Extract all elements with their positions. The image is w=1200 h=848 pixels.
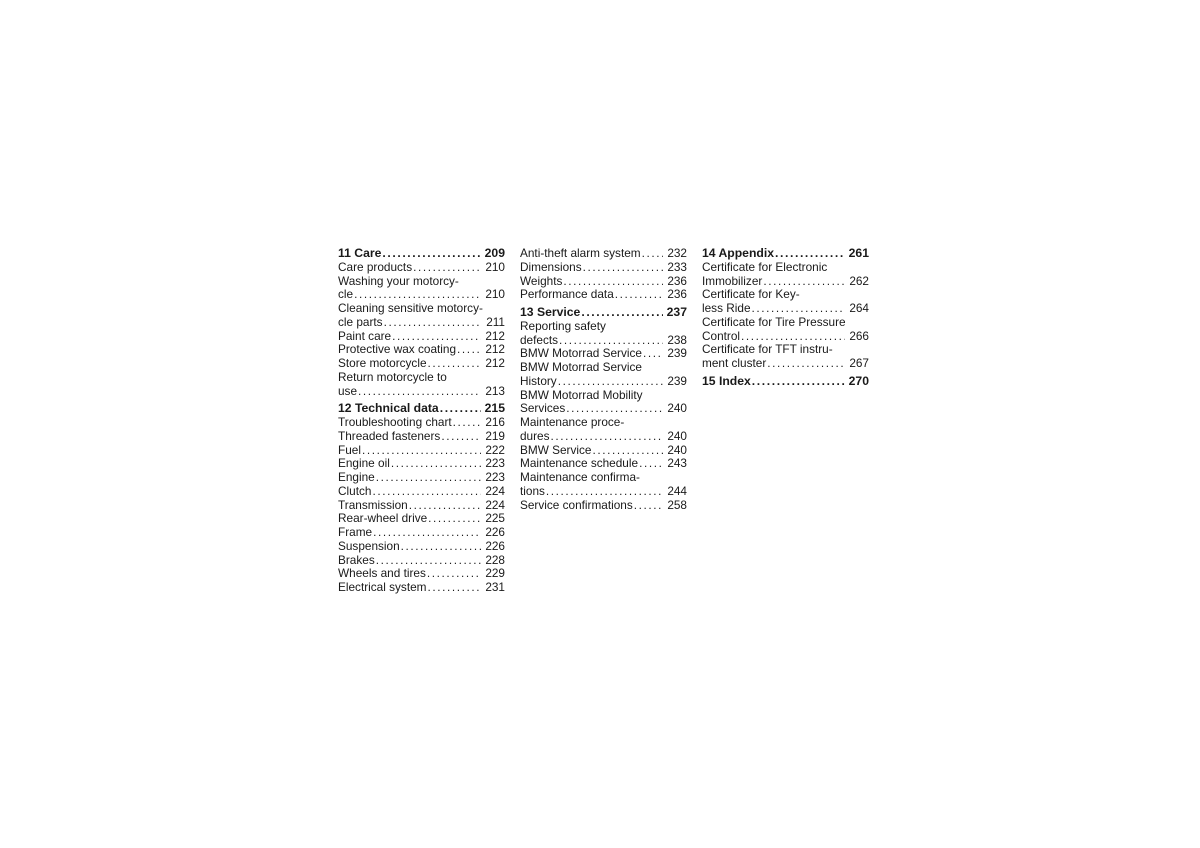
toc-entry-line [702, 247, 869, 261]
toc-entry[interactable] [338, 371, 505, 399]
toc-entry[interactable] [338, 430, 505, 444]
toc-page-number: 264 [849, 301, 869, 315]
toc-page-number: 209 [484, 246, 505, 260]
dot-leader [409, 499, 482, 513]
toc-entry-title-line: Certificate for TFT instru- [702, 342, 833, 357]
toc-entry-line [338, 512, 505, 526]
toc-entry-title: dures [520, 428, 550, 443]
toc-entry-title-line: Reporting safety [520, 318, 606, 333]
toc-entry-title: 12 Technical data [338, 401, 439, 416]
toc-entry[interactable] [338, 275, 505, 303]
dot-leader [453, 416, 482, 430]
toc-page-number: 237 [666, 305, 687, 319]
dot-leader [372, 485, 481, 499]
toc-entry[interactable] [520, 457, 687, 471]
dot-leader [741, 330, 845, 344]
toc-entry-line [520, 444, 687, 458]
toc-page-number: 266 [849, 328, 869, 343]
toc-page-number: 239 [667, 346, 687, 361]
toc-page-number: 226 [485, 538, 505, 553]
toc-chapter-entry[interactable] [702, 375, 869, 389]
toc-entry[interactable] [338, 512, 505, 526]
toc-entry[interactable] [338, 343, 505, 357]
toc-entry-title: 13 Service [520, 305, 581, 319]
toc-entry-title: Troubleshooting chart [338, 415, 452, 429]
toc-entry-title: ment cluster [702, 356, 767, 370]
toc-page-number: 212 [485, 356, 505, 370]
toc-entry-title: Store motorcycle [338, 356, 427, 370]
toc-entry-line [338, 526, 505, 540]
toc-entry[interactable] [338, 526, 505, 540]
dot-leader [763, 275, 845, 289]
dot-leader [354, 288, 481, 302]
dot-leader [376, 554, 482, 568]
toc-entry-line [338, 457, 505, 471]
toc-entry-title: Frame [338, 525, 373, 539]
toc-page-number: 210 [485, 287, 505, 302]
toc-page-number: 222 [485, 442, 505, 457]
toc-page-number: 229 [485, 566, 505, 581]
toc-entry[interactable] [520, 275, 687, 289]
toc-entry[interactable] [338, 416, 505, 430]
toc-entry-line [338, 247, 505, 261]
dot-leader [440, 402, 481, 416]
dot-leader [752, 375, 845, 389]
toc-entry-title: Anti-theft alarm system [520, 246, 641, 260]
toc-entry-line [338, 385, 505, 399]
toc-page-number: 224 [485, 497, 505, 512]
toc-entry-line [702, 302, 869, 316]
toc-page-number: 270 [848, 373, 869, 388]
toc-entry[interactable] [520, 288, 687, 302]
dot-leader [558, 375, 664, 389]
toc-entry[interactable] [520, 471, 687, 499]
toc-entry-title: Rear-wheel drive [338, 511, 428, 526]
dot-leader [592, 444, 663, 458]
toc-entry[interactable] [520, 320, 687, 348]
toc-page-number: 243 [667, 456, 687, 471]
toc-entry-title: BMW Service [520, 442, 592, 457]
toc-entry[interactable] [338, 567, 505, 581]
toc-entry-line [338, 343, 505, 357]
toc-entry-title: Dimensions [520, 259, 582, 274]
toc-entry-line [338, 430, 505, 444]
toc-entry[interactable] [702, 343, 869, 371]
dot-leader [551, 430, 664, 444]
dot-leader [376, 471, 482, 485]
toc-entry[interactable] [338, 457, 505, 471]
toc-entry-line [520, 485, 687, 499]
toc-entry-line [338, 554, 505, 568]
toc-entry-title: Paint care [338, 328, 392, 343]
toc-entry-line [702, 330, 869, 344]
toc-entry-title-line: Maintenance proce- [520, 415, 625, 429]
dot-leader [775, 247, 845, 261]
toc-entry[interactable] [338, 261, 505, 275]
dot-leader [392, 330, 481, 344]
toc-entry-line [338, 567, 505, 581]
toc-entry-title: Control [702, 328, 741, 343]
dot-leader [427, 567, 481, 581]
toc-entry-title: Brakes [338, 552, 375, 567]
toc-entry-title: tions [520, 483, 545, 498]
toc-entry-line [338, 471, 505, 485]
toc-entry[interactable] [520, 499, 687, 513]
toc-entry-line [338, 316, 505, 330]
dot-leader [428, 581, 482, 595]
toc-page-number: 223 [485, 456, 505, 471]
toc-entry[interactable] [338, 330, 505, 344]
toc-page-number: 261 [848, 246, 869, 260]
toc-page-number: 240 [667, 442, 687, 457]
toc-entry-line [520, 288, 687, 302]
toc-entry-title-line: Certificate for Tire Pressure [702, 314, 846, 329]
toc-entry-line [338, 485, 505, 499]
dot-leader [767, 357, 845, 371]
toc-page-number: 240 [667, 428, 687, 443]
dot-leader [373, 526, 481, 540]
toc-entry[interactable] [520, 416, 687, 444]
toc-page-number: 219 [485, 428, 505, 443]
toc-entry-line [520, 306, 687, 320]
toc-entry[interactable] [338, 554, 505, 568]
toc-entry-title-line: Maintenance confirma- [520, 470, 640, 484]
toc-entry[interactable] [338, 499, 505, 513]
dot-leader [639, 457, 663, 471]
toc-entry-line [520, 457, 687, 471]
dot-leader [615, 288, 664, 302]
dot-leader [643, 347, 663, 361]
dot-leader [382, 247, 480, 261]
toc-entry-title-line: Certificate for Key- [702, 287, 800, 302]
toc-entry-line [520, 334, 687, 348]
toc-column-3 [702, 247, 869, 389]
toc-entry[interactable] [338, 302, 505, 330]
dot-leader [546, 485, 663, 499]
toc-entry-title-line: BMW Motorrad Service [520, 360, 642, 374]
toc-entry-title: Fuel [338, 442, 361, 457]
dot-leader [362, 444, 481, 458]
dot-leader [428, 512, 481, 526]
dot-leader [413, 261, 481, 275]
toc-entry-title: use [338, 383, 358, 398]
toc-entry[interactable] [338, 444, 505, 458]
toc-page-number: 211 [486, 314, 505, 329]
toc-page-number: 224 [485, 483, 505, 498]
toc-page-number: 215 [484, 401, 505, 416]
toc-entry-title: Weights [520, 273, 563, 288]
toc-chapter-entry[interactable] [520, 306, 687, 320]
toc-entry-title: Electrical system [338, 580, 427, 594]
toc-entry-line [338, 330, 505, 344]
toc-entry-title: Engine oil [338, 456, 390, 471]
dot-leader [559, 334, 663, 348]
toc-entry[interactable] [338, 540, 505, 554]
toc-page-number: 210 [485, 259, 505, 274]
toc-page-number: 223 [485, 470, 505, 484]
toc-page-number: 212 [485, 328, 505, 343]
toc-entry-title-line: Certificate for Electronic [702, 259, 828, 274]
toc-entry-title: cle parts [338, 314, 383, 329]
toc-entry-title: Care products [338, 259, 413, 274]
toc-entry-title: 15 Index [702, 373, 751, 388]
toc-entry[interactable] [520, 261, 687, 275]
toc-entry-title-line: Washing your motorcy- [338, 273, 459, 288]
toc-entry-title: Service confirmations [520, 497, 633, 512]
toc-entry[interactable] [520, 389, 687, 417]
toc-page-number: 212 [485, 342, 505, 357]
toc-column-2 [520, 247, 687, 512]
toc-entry-line [520, 275, 687, 289]
toc-chapter-entry[interactable] [338, 402, 505, 416]
toc-entry-title: less Ride [702, 301, 751, 315]
dot-leader [457, 343, 481, 357]
toc-entry[interactable] [520, 444, 687, 458]
toc-page-number: 236 [667, 287, 687, 302]
toc-entry-line [338, 581, 505, 595]
toc-entry[interactable] [702, 261, 869, 289]
toc-entry[interactable] [520, 247, 687, 261]
toc-entry-line [338, 540, 505, 554]
toc-entry[interactable] [702, 316, 869, 344]
toc-entry-line [702, 375, 869, 389]
dot-leader [563, 275, 663, 289]
toc-entry-title: History [520, 373, 557, 388]
dot-leader [581, 306, 662, 320]
toc-entry-line [338, 261, 505, 275]
toc-entry-line [520, 247, 687, 261]
dot-leader [401, 540, 482, 554]
toc-entry[interactable] [338, 485, 505, 499]
toc-entry-line [702, 357, 869, 371]
toc-entry-line [338, 416, 505, 430]
toc-entry[interactable] [702, 288, 869, 316]
toc-entry-line [520, 499, 687, 513]
toc-page-number: 258 [667, 497, 687, 512]
dot-leader [391, 457, 481, 471]
toc-entry-line [520, 375, 687, 389]
toc-entry-line [338, 402, 505, 416]
toc-entry-line [338, 499, 505, 513]
dot-leader [566, 402, 663, 416]
toc-entry-line [520, 402, 687, 416]
toc-entry-title: BMW Motorrad Service [520, 346, 642, 361]
toc-page-number: 213 [485, 383, 505, 398]
toc-page-number: 233 [667, 259, 687, 274]
dot-leader [428, 357, 482, 371]
toc-entry-title: Threaded fasteners [338, 428, 441, 443]
toc-entry-line [338, 444, 505, 458]
toc-entry-title: Protective wax coating [338, 342, 457, 357]
toc-entry[interactable] [338, 581, 505, 595]
toc-entry-line [520, 261, 687, 275]
toc-entry-title: Immobilizer [702, 273, 763, 288]
toc-page-number: 226 [485, 525, 505, 539]
toc-entry-line [520, 347, 687, 361]
toc-entry[interactable] [520, 361, 687, 389]
toc-entry-title: Clutch [338, 483, 372, 498]
toc-entry-title: Engine [338, 470, 375, 484]
toc-entry[interactable] [520, 347, 687, 361]
toc-page-number: 231 [485, 580, 505, 594]
toc-entry-title: 11 Care [338, 246, 382, 260]
toc-page-number: 267 [849, 356, 869, 370]
toc-chapter-entry[interactable] [702, 247, 869, 261]
dot-leader [583, 261, 664, 275]
toc-entry-title: Suspension [338, 538, 400, 553]
dot-leader [384, 316, 483, 330]
dot-leader [358, 385, 481, 399]
toc-page-number: 228 [485, 552, 505, 567]
toc-page-number: 225 [485, 511, 505, 526]
toc-entry-line [702, 275, 869, 289]
toc-page-number: 262 [849, 273, 869, 288]
toc-entry-title-line: Return motorcycle to [338, 369, 447, 384]
toc-page-number: 232 [667, 246, 687, 260]
toc-entry-title: 14 Appendix [702, 246, 775, 260]
toc-entry-title: defects [520, 332, 559, 347]
dot-leader [642, 247, 664, 261]
toc-entry-title-line: Cleaning sensitive motorcy- [338, 301, 483, 315]
toc-page-number: 238 [667, 332, 687, 347]
toc-entry[interactable] [338, 357, 505, 371]
toc-entry-title: Maintenance schedule [520, 456, 639, 471]
toc-entry-title: Performance data [520, 287, 614, 302]
toc-page-number: 239 [667, 373, 687, 388]
toc-page-number: 216 [485, 415, 505, 429]
toc-entry-line [520, 430, 687, 444]
dot-leader [634, 499, 664, 513]
toc-entry-title-line: BMW Motorrad Mobility [520, 387, 643, 402]
dot-leader [752, 302, 846, 316]
toc-page-number: 244 [667, 483, 687, 498]
toc-column-1 [338, 247, 505, 595]
toc-entry-title: Wheels and tires [338, 566, 426, 581]
toc-page-number: 236 [667, 273, 687, 288]
toc-entry-title: cle [338, 287, 354, 302]
toc-entry[interactable] [338, 471, 505, 485]
toc-entry-title: Transmission [338, 497, 408, 512]
toc-page-number: 240 [667, 401, 687, 416]
toc-chapter-entry[interactable] [338, 247, 505, 261]
toc-entry-line [338, 288, 505, 302]
toc-entry-line [338, 357, 505, 371]
toc-entry-title: Services [520, 401, 566, 416]
dot-leader [441, 430, 481, 444]
